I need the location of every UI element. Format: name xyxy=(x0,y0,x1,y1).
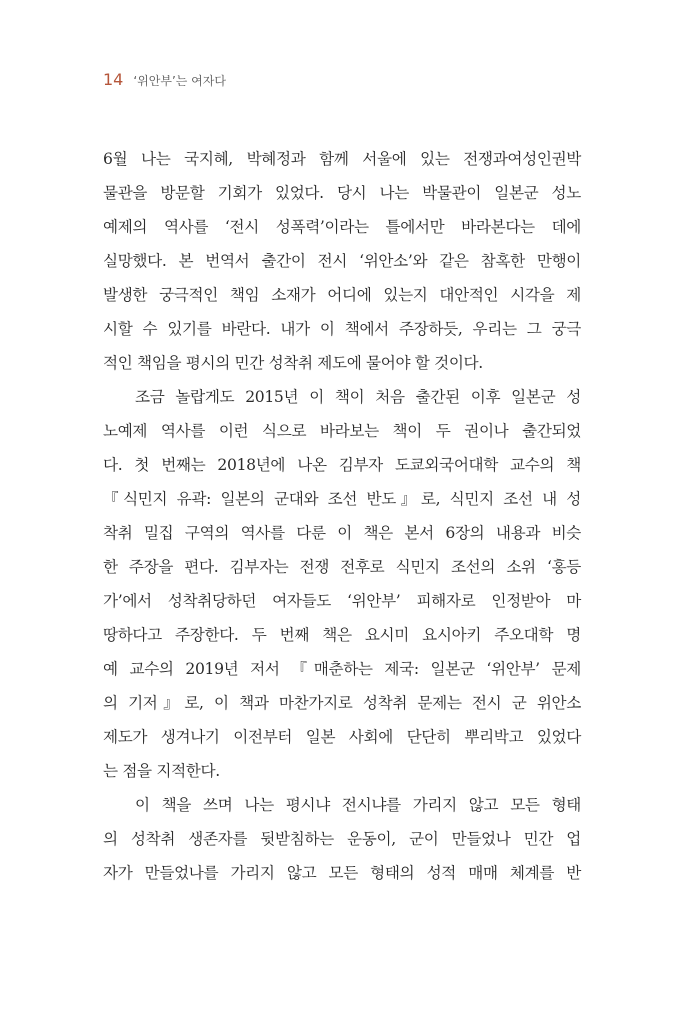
text-line: 적인 책임을 평시의 민간 성착취 제도에 물어야 할 것이다. xyxy=(103,354,483,372)
text-line: 물관을 방문할 기회가 있었다. 당시 나는 박물관이 일본군 성노 xyxy=(103,184,581,202)
text-line: 예제의 역사를 ‘전시 성폭력’이라는 틀에서만 바라본다는 데에 xyxy=(103,218,581,236)
paragraph-start-line: 조금 놀랍게도 2015년 이 책이 처음 출간된 이후 일본군 성 xyxy=(135,388,581,406)
text-line: 발생한 궁극적인 책임 소재가 어디에 있는지 대안적인 시각을 제 xyxy=(103,286,581,304)
text-line: 실망했다. 본 번역서 출간이 전시 ‘위안소’와 같은 참혹한 만행이 xyxy=(103,252,581,270)
text-line: 자가 만들었나를 가리지 않고 모든 형태의 성적 매매 체계를 반 xyxy=(103,864,581,882)
text-line: 6월 나는 국지혜, 박혜정과 함께 서울에 있는 전쟁과여성인권박 xyxy=(103,150,581,168)
text-line: 는 점을 지적한다. xyxy=(103,762,220,780)
text-line: 착취 밀집 구역의 역사를 다룬 이 책은 본서 6장의 내용과 비슷 xyxy=(103,524,581,542)
text-line: 땅하다고 주장한다. 두 번째 책은 요시미 요시아키 주오대학 명 xyxy=(103,626,581,644)
text-line: 제도가 생겨나기 이전부터 일본 사회에 단단히 뿌리박고 있었다 xyxy=(103,728,581,746)
body-text xyxy=(103,142,581,890)
text-line: 가’에서 성착취당하던 여자들도 ‘위안부’ 피해자로 인정받아 마 xyxy=(103,592,581,610)
text-line: 시할 수 있기를 바란다. 내가 이 책에서 주장하듯, 우리는 그 궁극 xyxy=(103,320,581,338)
text-line: 한 주장을 편다. 김부자는 전쟁 전후로 식민지 조선의 소위 ‘홍등 xyxy=(103,558,581,576)
paragraph-start-line: 이 책을 쓰며 나는 평시냐 전시냐를 가리지 않고 모든 형태 xyxy=(135,796,581,814)
running-header xyxy=(103,70,226,90)
page-number: 14 xyxy=(103,70,124,89)
text-line: 다. 첫 번째는 2018년에 나온 김부자 도쿄외국어대학 교수의 책 xyxy=(103,456,581,474)
running-title: ‘위안부’는 여자다 xyxy=(133,74,226,88)
text-line: 의 기저』로, 이 책과 마찬가지로 성착취 문제는 전시 군 위안소 xyxy=(103,694,581,712)
text-line: 노예제 역사를 이런 식으로 바라보는 책이 두 권이나 출간되었 xyxy=(103,422,581,440)
text-line: 예 교수의 2019년 저서 『매춘하는 제국: 일본군 ‘위안부’ 문제 xyxy=(103,660,581,678)
text-line: 의 성착취 생존자를 뒷받침하는 운동이, 군이 만들었나 민간 업 xyxy=(103,830,581,848)
text-line: 『식민지 유곽: 일본의 군대와 조선 반도』로, 식민지 조선 내 성 xyxy=(103,490,581,508)
